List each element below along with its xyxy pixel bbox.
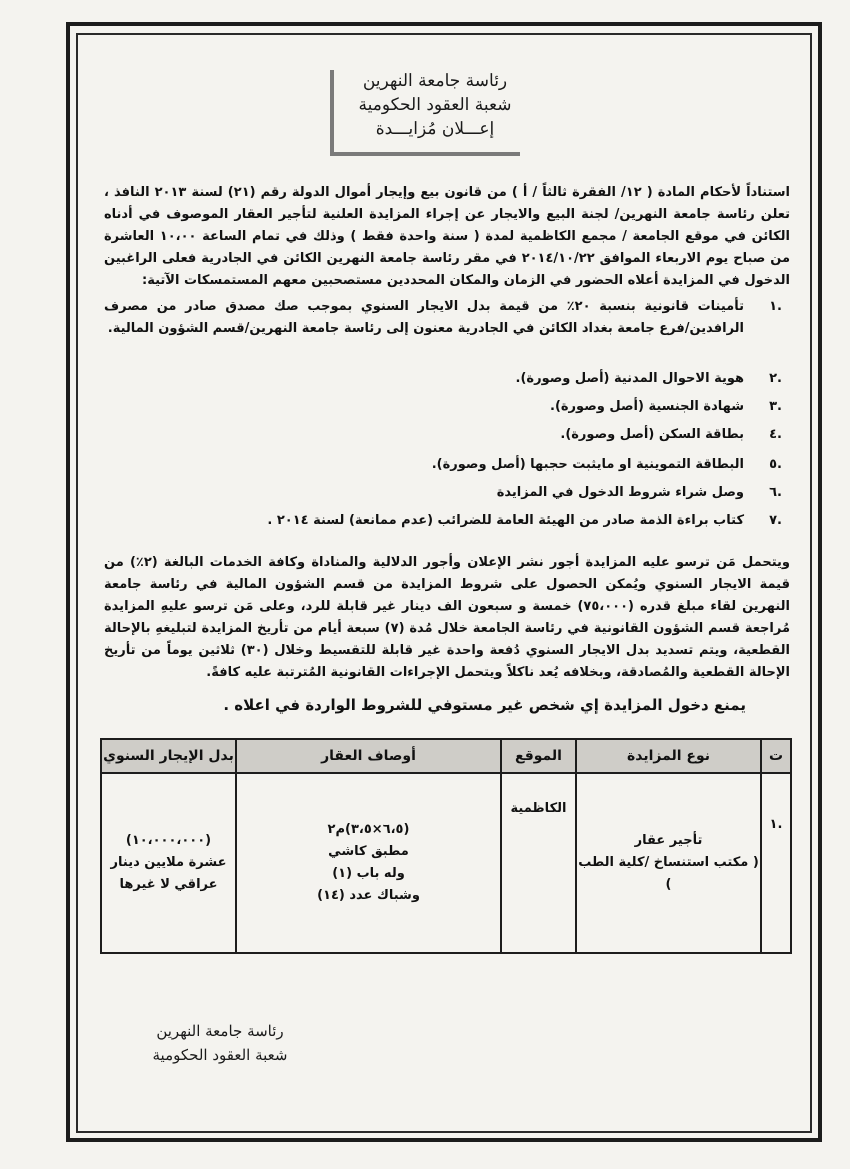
col-header-seq: ت: [761, 739, 791, 773]
col-header-rent: بدل الإيجار السنوي: [101, 739, 236, 773]
item-number: .٢: [769, 371, 782, 386]
cell-seq: .١: [761, 773, 791, 953]
signature-section: شعبة العقود الحكومية: [152, 1046, 288, 1064]
desc-line: (٦،٥×٣،٥)م٢: [327, 822, 410, 837]
item-text: هوية الاحوال المدنية (أصل وصورة).: [515, 371, 744, 386]
col-header-location: الموقع: [501, 739, 576, 773]
cell-type: [576, 773, 761, 953]
cell-location: الكاظمية: [501, 773, 576, 953]
intro-paragraph: استناداً لأحكام المادة ( ١٢/ الفقرة ثالثاً / أ ) من قانون بيع وإيجار أموال الدولة رقم (٢١) لسنة ٢٠١٣ النافذ ، تعلن رئاسة جامعة النهرين/ لجنة البيع والايجار عن إجراء المزايدة العلنية لتأجير العقار الموصوف في أدناه الكائن في موقع الجامعة / مجمع الكاظمية لمدة ( سنة واحدة فقط ) وذلك في تمام الساعة ١٠،٠٠ العاشرة من صباح يوم الاربعاء الموافق ٢٠١٤/١٠/٢٢ في مقر رئاسة جامعة النهرين الكائن في الجادرية فعلى الراغبين الدخول في المزايدة أعلاه الحضور في الزمان والمكان المحددين مستصحبين معهم المستمسكات الآتية:: [104, 185, 791, 288]
type-line: ( مكتب استنساخ /كلية الطب ): [578, 855, 759, 892]
item-number: .٣: [769, 399, 782, 414]
cell-rent: [101, 773, 236, 953]
item-number: .٥: [769, 457, 782, 472]
item-text: وصل شراء شروط الدخول في المزايدة: [496, 485, 744, 500]
item-text: بطاقة السكن (أصل وصورة).: [560, 427, 744, 442]
desc-line: وشباك عدد (١٤): [317, 888, 420, 903]
item-number: .٦: [769, 485, 782, 500]
entry-notice: يمنع دخول المزايدة إي شخص غير مستوفي للشروط الواردة في اعلاه .: [223, 696, 746, 714]
desc-line: مطبق كاشي: [328, 844, 409, 859]
terms-paragraph: ويتحمل مَن ترسو عليه المزايدة أجور نشر الإعلان وأجور الدلالية والمناداة وكافة الخدمات البالغة (٢٪) من قيمة الايجار السنوي ويُمكن الحصول على شروط المزايدة من قسم الشؤون المالية في رئاسة جامعة النهرين لقاء مبلغ قدره (٧٥،٠٠٠) خمسة و سبعون الف دينار غير قابلة للرد، وعلى مَن ترسو عليهِ المزايدة مُراجعة قسم الشؤون القانونية في رئاسة الجامعة خلال مُدة (٧) سبعة أيام من تأريخ المزايدة لتبليغهِ بالإحالة القطعية، ويتم تسديد بدل الايجار السنوي دُفعة واحدة غير قابلة للتقسيط وخلال (٣٠) ثلاثين يوماً من تأريخ الإحالة القطعية والمُصادقة، وبخلافه يُعد ناكلاً ويتحمل الإجراءات القانونية المُترتبة عليه كافةً.: [104, 555, 790, 680]
col-header-type: نوع المزايدة: [576, 739, 761, 773]
table-row: [101, 773, 791, 953]
desc-line: وله باب (١): [332, 866, 405, 881]
item-text: شهادة الجنسية (أصل وصورة).: [550, 399, 744, 414]
property-table: [100, 738, 792, 954]
item-text: كتاب براءة الذمة صادر من الهيئة العامة للضرائب (عدم ممانعة) لسنة ٢٠١٤ .: [267, 513, 744, 528]
col-header-desc: أوصاف العقار: [236, 739, 501, 773]
rent-line: (١٠،٠٠٠،٠٠٠): [125, 833, 212, 848]
item-number: .٤: [769, 427, 782, 442]
signature-university: رئاسة جامعة النهرين: [156, 1022, 284, 1040]
cell-desc: [236, 773, 501, 953]
header-university: رئاسة جامعة النهرين: [362, 71, 508, 91]
type-line: تأجير عقار: [634, 833, 703, 848]
header-section: شعبة العقود الحكومية: [358, 95, 512, 115]
item-number: .٧: [769, 513, 782, 528]
rent-line: عشرة ملايين دينار: [110, 855, 227, 870]
item-text: البطاقة التموينية او مايثبت حجبها (أصل وصورة).: [431, 457, 744, 472]
item-number: .١: [769, 299, 782, 314]
rent-line: عراقي لا غيرها: [119, 877, 218, 892]
list-item: [104, 296, 790, 362]
item-text: تأمينات قانونية بنسبة ٢٠٪ من قيمة بدل الايجار السنوي بموجب صك مصدق صادر من مصرف الرافدين/فرع جامعة بغداد الكائن في الجادرية معنون إلى رئاسة جامعة النهرين/قسم الشؤون المالية.: [104, 299, 744, 336]
table-header-row: [101, 739, 791, 773]
header-announcement: إعـــلان مُزايـــدة: [375, 119, 495, 139]
